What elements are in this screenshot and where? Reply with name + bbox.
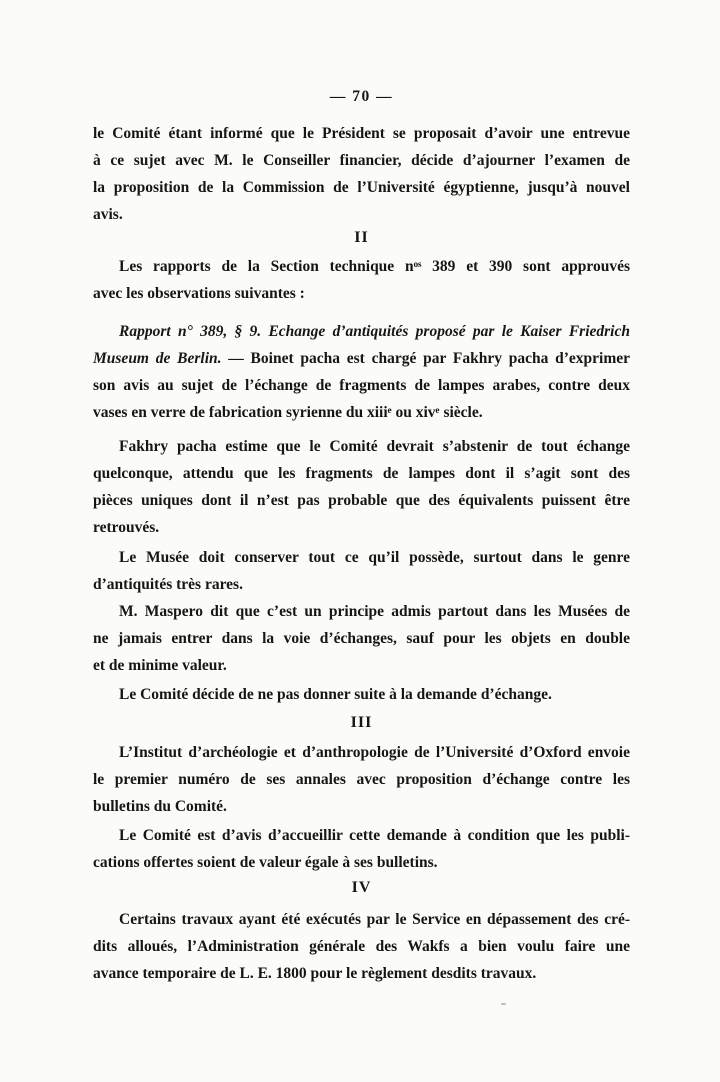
text-line: [93, 253, 630, 280]
text-run: L’Institut d’archéologie et d’anthropologie de l’Université d’Oxford envoie: [119, 744, 630, 761]
page-number: — 70 —: [329, 88, 394, 105]
text-line: [93, 120, 630, 147]
text-run: à ce sujet avec M. le Conseiller financier, décide d’ajourner l’examen de: [93, 152, 630, 169]
text-line: [93, 681, 630, 708]
paragraph-accueil-demande: [93, 822, 630, 876]
text-run: quelconque, attendu que les fragments de lampes dont il s’agit sont des: [93, 465, 630, 482]
text-line: [93, 822, 630, 849]
text-run: Les rapports de la Section technique nᵒˢ 389 et 390 sont approuvés: [119, 258, 630, 275]
text-line: [93, 766, 630, 793]
text-line: [93, 960, 630, 987]
text-line: [93, 174, 630, 201]
text-line: [93, 571, 630, 598]
paragraph-decision-echange: [93, 681, 630, 708]
text-run: M. Maspero dit que c’est un principe admis partout dans les Musées de: [119, 603, 630, 620]
text-run: avis.: [93, 206, 123, 223]
text-line: [93, 849, 630, 876]
italic-text-run: Rapport n° 389, § 9. Echange d’antiquités proposé par le Kaiser Friedrich: [119, 323, 630, 340]
paragraph-intro: [93, 120, 630, 228]
italic-text-run: Museum de Berlin.: [93, 350, 222, 367]
text-line: [93, 739, 630, 766]
text-line: [93, 201, 630, 228]
paragraph-rapport-389: [93, 318, 630, 426]
text-line: [93, 652, 630, 679]
text-run: dits alloués, l’Administration générale des Wakfs a bien voulu faire une: [93, 938, 630, 955]
text-run: d’antiquités très rares.: [93, 576, 243, 593]
text-line: [93, 625, 630, 652]
text-line: [93, 345, 630, 372]
paragraph-musee-conserver: [93, 544, 630, 598]
text-run: cations offertes soient de valeur égale à ses bulletins.: [93, 854, 438, 871]
text-line: [93, 487, 630, 514]
text-run: vases en verre de fabrication syrienne du xiiiᵉ ou xivᵉ siècle.: [93, 404, 483, 421]
text-run: son avis au sujet de l’échange de fragments de lampes arabes, contre deux: [93, 377, 630, 394]
text-run: Le Comité est d’avis d’accueillir cette demande à condition que les publi-: [119, 827, 630, 844]
text-run: Le Musée doit conserver tout ce qu’il possède, surtout dans le genre: [119, 549, 630, 566]
text-run: Le Comité décide de ne pas donner suite à la demande d’échange.: [119, 686, 552, 703]
text-line: [93, 514, 630, 541]
paragraph-travaux-wakfs: [93, 906, 630, 987]
text-run: retrouvés.: [93, 519, 160, 536]
text-run: ne jamais entrer dans la voie d’échanges, sauf pour les objets en double: [93, 630, 630, 647]
text-run: pièces uniques dont il n’est pas probable que des équivalents puissent être: [93, 492, 630, 509]
text-run: la proposition de la Commission de l’Université égyptienne, jusqu’à nouvel: [93, 179, 630, 196]
text-run: le Comité étant informé que le Président se proposait d’avoir une entrevue: [93, 125, 630, 142]
text-run: et de minime valeur.: [93, 657, 227, 674]
text-run: avance temporaire de L. E. 1800 pour le règlement desdits travaux.: [93, 965, 537, 982]
section-heading-iv: IV: [351, 879, 372, 896]
text-run: bulletins du Comité.: [93, 798, 227, 815]
paragraph-fakhry-pacha: [93, 433, 630, 541]
text-run: — Boinet pacha est chargé par Fakhry pacha d’exprimer: [221, 350, 630, 367]
text-line: [93, 280, 630, 307]
text-line: [93, 147, 630, 174]
text-line: [93, 598, 630, 625]
text-line: [93, 793, 630, 820]
text-run: Certains travaux ayant été exécutés par le Service en dépassement des cré-: [119, 911, 630, 928]
section-heading-iii: III: [350, 714, 373, 731]
text-line: [93, 318, 630, 345]
text-line: [93, 906, 630, 933]
text-run: avec les observations suivantes :: [93, 285, 305, 302]
paragraph-maspero: [93, 598, 630, 679]
text-run: le premier numéro de ses annales avec proposition d’échange contre les: [93, 771, 630, 788]
text-line: [93, 372, 630, 399]
scan-speck: [501, 1003, 506, 1005]
text-line: [93, 399, 630, 426]
paragraph-rapports-approuves: [93, 253, 630, 307]
section-heading-ii: II: [354, 229, 369, 246]
text-line: [93, 460, 630, 487]
paragraph-oxford: [93, 739, 630, 820]
text-line: [93, 933, 630, 960]
text-line: [93, 544, 630, 571]
text-run: Fakhry pacha estime que le Comité devrait s’abstenir de tout échange: [119, 438, 630, 455]
text-line: [93, 433, 630, 460]
